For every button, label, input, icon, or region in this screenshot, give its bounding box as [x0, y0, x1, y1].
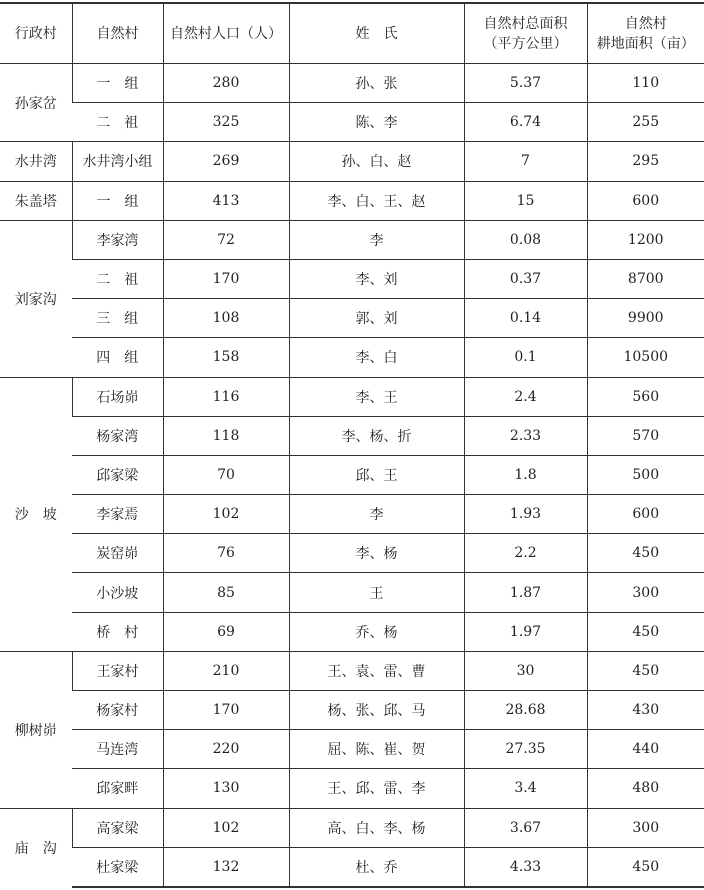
total-area-cell: 30 — [464, 651, 587, 690]
surnames-cell: 王、邱、雷、李 — [289, 769, 464, 808]
header-text-line: 自然村总面积 — [483, 15, 568, 32]
population-cell: 220 — [163, 730, 289, 769]
farmland-area-cell: 10500 — [587, 338, 704, 377]
total-area-cell: 28.68 — [464, 691, 587, 730]
surnames-cell: 李、白、王、赵 — [289, 181, 464, 220]
surnames-cell: 邱、王 — [289, 455, 464, 494]
farmland-area-cell: 450 — [587, 534, 704, 573]
total-area-cell: 2.2 — [464, 534, 587, 573]
surnames-cell: 杜、乔 — [289, 847, 464, 887]
table-row — [0, 299, 704, 338]
population-cell: 132 — [163, 847, 289, 887]
total-area-cell: 1.8 — [464, 455, 587, 494]
natural-village-cell: 炭窑峁 — [72, 534, 163, 573]
table-row — [0, 455, 704, 494]
total-area-cell: 6.74 — [464, 103, 587, 142]
population-cell: 325 — [163, 103, 289, 142]
natural-village-cell: 马连湾 — [72, 730, 163, 769]
header-text-line: 自然村人口（人） — [170, 25, 282, 42]
total-area-cell: 3.67 — [464, 808, 587, 847]
population-cell: 108 — [163, 299, 289, 338]
population-cell: 280 — [163, 64, 289, 103]
farmland-area-cell: 500 — [587, 455, 704, 494]
farmland-area-cell: 450 — [587, 612, 704, 651]
farmland-area-cell: 450 — [587, 847, 704, 887]
population-cell: 210 — [163, 651, 289, 690]
village-data-table — [0, 2, 704, 888]
table-row — [0, 651, 704, 690]
farmland-area-cell: 430 — [587, 691, 704, 730]
total-area-cell: 0.37 — [464, 259, 587, 298]
population-cell: 102 — [163, 495, 289, 534]
farmland-area-cell: 110 — [587, 64, 704, 103]
farmland-area-cell: 255 — [587, 103, 704, 142]
population-cell: 116 — [163, 377, 289, 416]
admin-village-cell: 柳树峁 — [0, 651, 72, 808]
admin-village-cell: 朱盖塔 — [0, 181, 72, 220]
table-row — [0, 808, 704, 847]
farmland-area-cell: 560 — [587, 377, 704, 416]
table-row — [0, 769, 704, 808]
surnames-cell: 李 — [289, 220, 464, 259]
population-cell: 269 — [163, 142, 289, 181]
admin-village-cell: 水井湾 — [0, 142, 72, 181]
natural-village-cell: 石场峁 — [72, 377, 163, 416]
population-cell: 170 — [163, 259, 289, 298]
table-row — [0, 103, 704, 142]
table-row — [0, 259, 704, 298]
population-cell: 118 — [163, 416, 289, 455]
total-area-cell: 5.37 — [464, 64, 587, 103]
population-cell: 76 — [163, 534, 289, 573]
surnames-cell: 孙、张 — [289, 64, 464, 103]
table-row — [0, 416, 704, 455]
header-population — [163, 3, 289, 64]
population-cell: 413 — [163, 181, 289, 220]
farmland-area-cell: 480 — [587, 769, 704, 808]
surnames-cell: 屈、陈、崔、贺 — [289, 730, 464, 769]
natural-village-cell: 李家焉 — [72, 495, 163, 534]
total-area-cell: 3.4 — [464, 769, 587, 808]
population-cell: 158 — [163, 338, 289, 377]
population-cell: 102 — [163, 808, 289, 847]
farmland-area-cell: 8700 — [587, 259, 704, 298]
total-area-cell: 2.33 — [464, 416, 587, 455]
natural-village-cell: 杨家湾 — [72, 416, 163, 455]
farmland-area-cell: 600 — [587, 495, 704, 534]
table-row — [0, 220, 704, 259]
farmland-area-cell: 600 — [587, 181, 704, 220]
natural-village-cell: 杨家村 — [72, 691, 163, 730]
table-row — [0, 142, 704, 181]
farmland-area-cell: 1200 — [587, 220, 704, 259]
natural-village-cell: 小沙坡 — [72, 573, 163, 612]
natural-village-cell: 一 组 — [72, 181, 163, 220]
header-text-line: 行政村 — [14, 25, 57, 42]
header-text-line: 自然村 — [624, 15, 667, 32]
surnames-cell: 高、白、李、杨 — [289, 808, 464, 847]
table-row — [0, 377, 704, 416]
total-area-cell: 7 — [464, 142, 587, 181]
admin-village-cell: 刘家沟 — [0, 220, 72, 377]
header-text-line: 耕地面积（亩） — [596, 35, 695, 52]
population-cell: 69 — [163, 612, 289, 651]
population-cell: 72 — [163, 220, 289, 259]
total-area-cell: 27.35 — [464, 730, 587, 769]
surnames-cell: 李、杨 — [289, 534, 464, 573]
total-area-cell: 1.87 — [464, 573, 587, 612]
table-header — [0, 3, 704, 64]
total-area-cell: 15 — [464, 181, 587, 220]
header-farmland-area — [587, 3, 704, 64]
total-area-cell: 0.14 — [464, 299, 587, 338]
surnames-cell: 王 — [289, 573, 464, 612]
natural-village-cell: 三 组 — [72, 299, 163, 338]
header-text-line: （平方公里） — [483, 35, 568, 52]
natural-village-cell: 王家村 — [72, 651, 163, 690]
surnames-cell: 李、杨、折 — [289, 416, 464, 455]
surnames-cell: 李、白 — [289, 338, 464, 377]
total-area-cell: 1.93 — [464, 495, 587, 534]
farmland-area-cell: 450 — [587, 651, 704, 690]
population-cell: 170 — [163, 691, 289, 730]
header-text-line: 自然村 — [96, 25, 139, 42]
table-row — [0, 495, 704, 534]
total-area-cell: 2.4 — [464, 377, 587, 416]
table-body — [0, 64, 704, 887]
surnames-cell: 乔、杨 — [289, 612, 464, 651]
natural-village-cell: 一 组 — [72, 64, 163, 103]
surnames-cell: 郭、刘 — [289, 299, 464, 338]
total-area-cell: 4.33 — [464, 847, 587, 887]
table-row — [0, 847, 704, 887]
farmland-area-cell: 570 — [587, 416, 704, 455]
header-natural-village — [72, 3, 163, 64]
surnames-cell: 孙、白、赵 — [289, 142, 464, 181]
natural-village-cell: 高家梁 — [72, 808, 163, 847]
farmland-area-cell: 300 — [587, 808, 704, 847]
natural-village-cell: 邱家梁 — [72, 455, 163, 494]
admin-village-cell: 孙家岔 — [0, 64, 72, 142]
admin-village-cell: 庙 沟 — [0, 808, 72, 887]
surnames-cell: 王、袁、雷、曹 — [289, 651, 464, 690]
total-area-cell: 0.1 — [464, 338, 587, 377]
table-row — [0, 573, 704, 612]
natural-village-cell: 二 祖 — [72, 259, 163, 298]
header-admin-village — [0, 3, 72, 64]
header-total-area — [464, 3, 587, 64]
header-surnames — [289, 3, 464, 64]
total-area-cell: 1.97 — [464, 612, 587, 651]
surnames-cell: 李、王 — [289, 377, 464, 416]
natural-village-cell: 李家湾 — [72, 220, 163, 259]
surnames-cell: 李 — [289, 495, 464, 534]
natural-village-cell: 四 组 — [72, 338, 163, 377]
surnames-cell: 陈、李 — [289, 103, 464, 142]
natural-village-cell: 杜家梁 — [72, 847, 163, 887]
table-row — [0, 534, 704, 573]
farmland-area-cell: 295 — [587, 142, 704, 181]
table-row — [0, 612, 704, 651]
surnames-cell: 杨、张、邱、马 — [289, 691, 464, 730]
table-row — [0, 181, 704, 220]
natural-village-cell: 桥 村 — [72, 612, 163, 651]
surnames-cell: 李、刘 — [289, 259, 464, 298]
table-row — [0, 64, 704, 103]
farmland-area-cell: 300 — [587, 573, 704, 612]
population-cell: 70 — [163, 455, 289, 494]
table-row — [0, 338, 704, 377]
admin-village-cell: 沙 坡 — [0, 377, 72, 651]
farmland-area-cell: 9900 — [587, 299, 704, 338]
table-row — [0, 691, 704, 730]
header-row — [0, 3, 704, 64]
population-cell: 130 — [163, 769, 289, 808]
farmland-area-cell: 440 — [587, 730, 704, 769]
total-area-cell: 0.08 — [464, 220, 587, 259]
natural-village-cell: 二 祖 — [72, 103, 163, 142]
header-text-line: 姓 氏 — [355, 25, 398, 42]
table-row — [0, 730, 704, 769]
population-cell: 85 — [163, 573, 289, 612]
natural-village-cell: 邱家畔 — [72, 769, 163, 808]
natural-village-cell: 水井湾小组 — [72, 142, 163, 181]
